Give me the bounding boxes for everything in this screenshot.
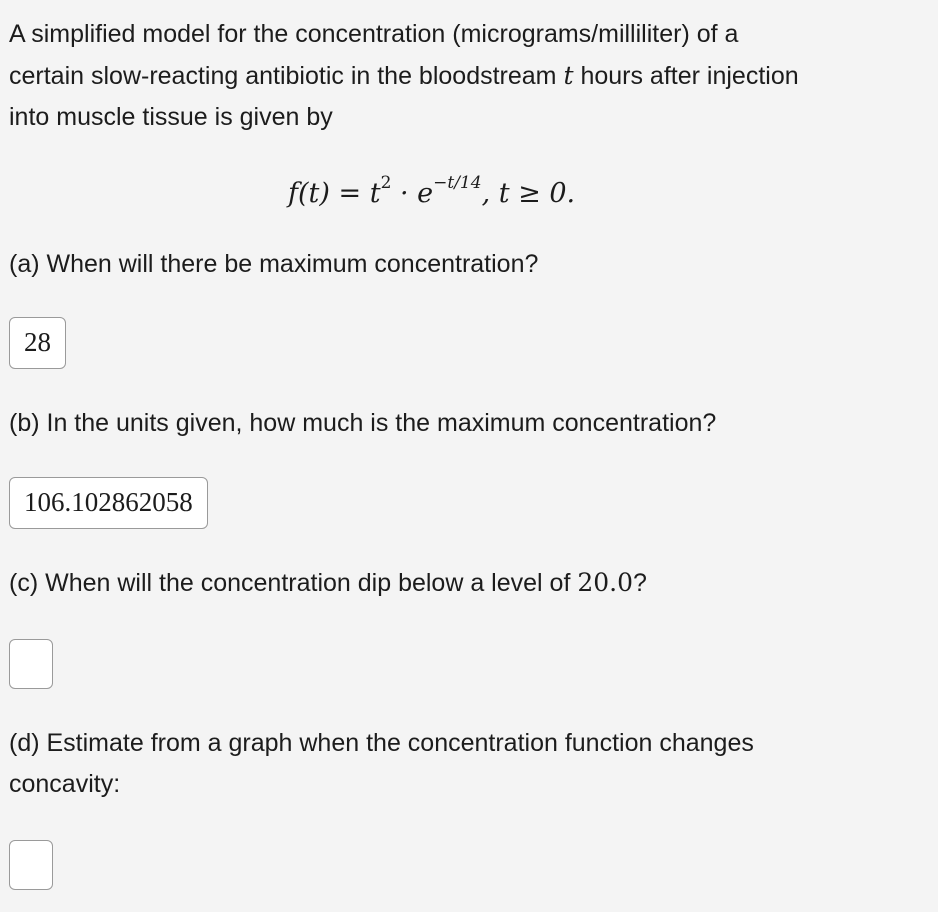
question-a-label: (a) When will there be maximum concentration? <box>9 250 539 278</box>
equation-domain: , t ≥ 0. <box>481 178 576 209</box>
answer-b-input[interactable]: 106.102862058 <box>9 477 208 529</box>
question-b-label: (b) In the units given, how much is the maximum concentration? <box>9 409 717 437</box>
equation-mid: · e <box>391 178 434 209</box>
concentration-equation <box>288 164 575 217</box>
question-d-label <box>9 723 754 805</box>
intro-line-2 <box>9 55 929 97</box>
question-c-end: ? <box>633 569 647 597</box>
equation-lhs: f(t) = t <box>288 178 381 209</box>
answer-d-input[interactable] <box>9 840 53 890</box>
intro-line-3: into muscle tissue is given by <box>9 103 333 131</box>
question-c-level: 20.0 <box>577 568 634 597</box>
problem-intro <box>9 14 929 138</box>
intro-line-1: A simplified model for the concentration (micrograms/milliliter) of a <box>9 20 739 48</box>
question-d-line-1: (d) Estimate from a graph when the concentration function changes <box>9 729 754 757</box>
question-d-line-2: concavity: <box>9 770 121 798</box>
intro-line-2-start: certain slow-reacting antibiotic in the bloodstream <box>9 62 564 90</box>
question-c-text: (c) When will the concentration dip below a level of <box>9 569 578 597</box>
answer-a-input[interactable]: 28 <box>9 317 66 369</box>
intro-line-2-end: hours after injection <box>573 62 799 90</box>
time-variable: t <box>563 61 574 90</box>
answer-c-input[interactable] <box>9 639 53 689</box>
question-c-label <box>9 562 647 604</box>
equation-exponent-square: 2 <box>380 173 392 193</box>
equation-exponent-decay: −t/14 <box>433 173 482 193</box>
